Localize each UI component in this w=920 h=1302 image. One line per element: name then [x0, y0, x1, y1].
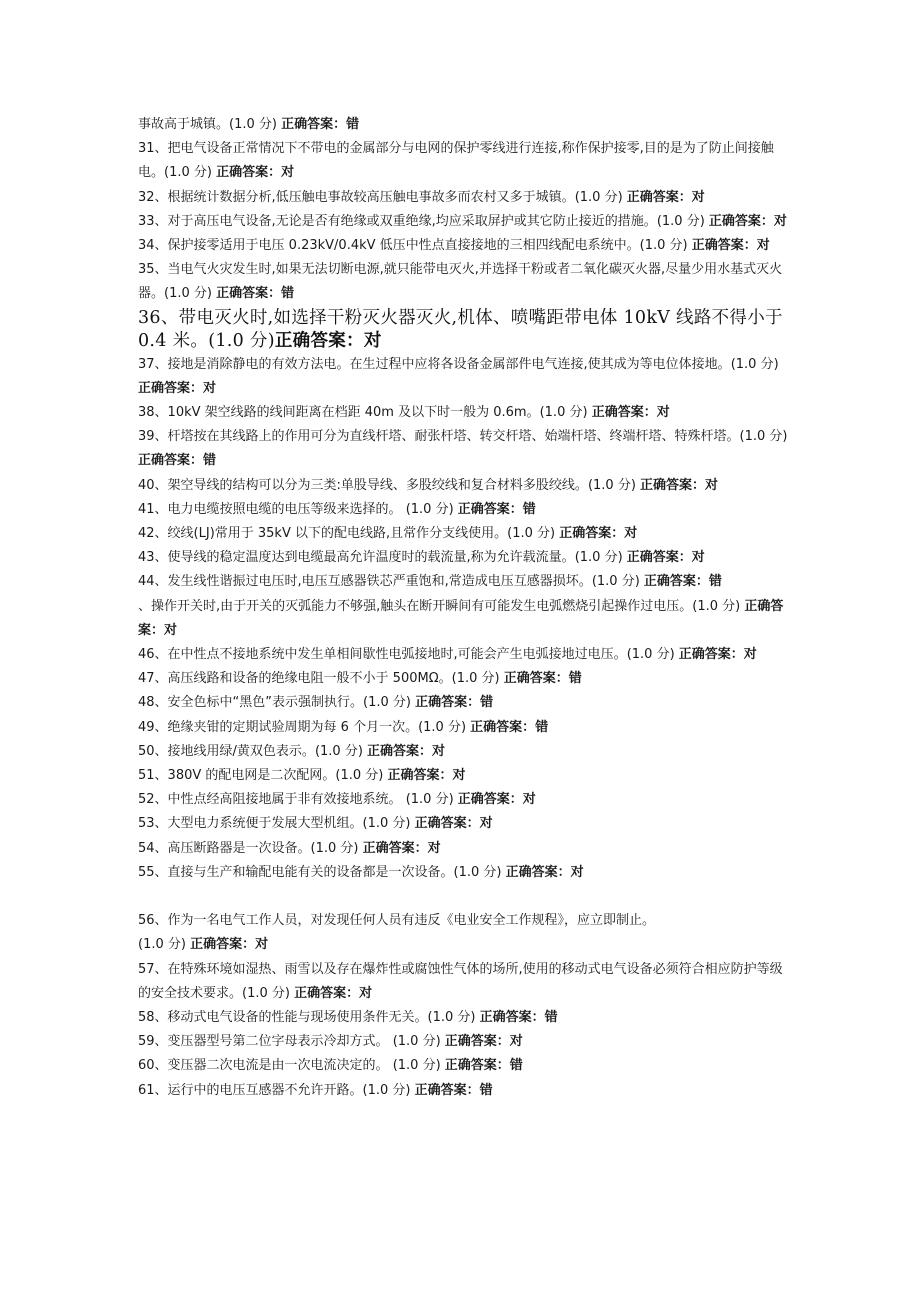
question-item: 60、变压器二次电流是由一次电流决定的。 (1.0 分) 正确答案：错 — [138, 1058, 523, 1074]
question-item: 事故高于城镇。(1.0 分) 正确答案：错 — [138, 117, 360, 132]
question-item: 61、运行中的电压互感器不允许开路。(1.0 分) 正确答案：错 — [138, 1082, 493, 1098]
question-item: 40、架空导线的结构可以分为三类:单股导线、多股绞线和复合材料多股绞线。(1.0 分) 正确答案：对 — [138, 477, 719, 493]
question-item: 43、使导线的稳定温度达到电缆最高允许温度时的载流量,称为允许载流量。(1.0 分) 正确答案：对 — [138, 550, 705, 566]
question-item: 56、作为一名电气工作人员，对发现任何人员有违反《电业安全工作规程》，应立即制止。 (1.0 分) 正确答案：对 — [138, 913, 656, 953]
question-item: 42、绞线(LJ)常用于 35kV 以下的配电线路,且常作分支线使用。(1.0 分) 正确答案：对 — [138, 526, 638, 542]
question-item-large: 36、带电灭火时,如选择干粉灭火器灭火,机体、喷嘴距带电体 10kV 线路不得小于 0.4 米。(1.0 分)正确答案：对 — [138, 307, 783, 351]
question-item: 41、电力电缆按照电缆的电压等级来选择的。 (1.0 分) 正确答案：错 — [138, 501, 536, 517]
question-item: 55、直接与生产和输配电能有关的设备都是一次设备。(1.0 分) 正确答案：对 — [138, 864, 584, 880]
paragraph-gap — [138, 885, 788, 909]
question-item: 53、大型电力系统便于发展大型机组。(1.0 分) 正确答案：对 — [138, 816, 493, 832]
question-item: 57、在特殊环境如湿热、雨雪以及存在爆炸性或腐蚀性气体的场所,使用的移动式电气设备必须符合相应防护等级的安全技术要求。(1.0 分) 正确答案：对 — [138, 961, 783, 1001]
question-item: 51、380V 的配电网是二次配网。(1.0 分) 正确答案：对 — [138, 768, 466, 784]
question-item: 33、对于高压电气设备,无论是否有绝缘或双重绝缘,均应采取屏护或其它防止接近的措施。(1.0 分) 正确答案：对 — [138, 213, 787, 229]
question-item: 54、高压断路器是一次设备。(1.0 分) 正确答案：对 — [138, 840, 441, 856]
question-item: 38、10kV 架空线路的线间距离在档距 40m 及以下时一般为 0.6m。(1.0 分) 正确答案：对 — [138, 405, 670, 421]
question-item: 34、保护接零适用于电压 0.23kV/0.4kV 低压中性点直接接地的三相四线配电系统中。(1.0 分) 正确答案：对 — [138, 238, 770, 254]
question-item: 58、移动式电气设备的性能与现场使用条件无关。(1.0 分) 正确答案：错 — [138, 1009, 558, 1025]
question-item: 44、发生线性谐振过电压时,电压互感器铁芯严重饱和,常造成电压互感器损坏。(1.0 分) 正确答案：错 — [138, 574, 722, 590]
question-item: 39、杆塔按在其线路上的作用可分为直线杆塔、耐张杆塔、转交杆塔、始端杆塔、终端杆塔、特殊杆塔。(1.0 分) 正确答案：错 — [138, 429, 788, 469]
question-item: 、操作开关时,由于开关的灭弧能力不够强,触头在断开瞬间有可能发生电弧燃烧引起操作过电压。(1.0 分) 正确答案：对 — [138, 598, 784, 638]
question-item: 35、当电气火灾发生时,如果无法切断电源,就只能带电灭火,并选择干粉或者二氧化碳灭火器,尽量少用水基式灭火器。(1.0 分) 正确答案：错 — [138, 262, 783, 302]
question-item: 31、把电气设备正常情况下不带电的金属部分与电网的保护零线进行连接,称作保护接零,目的是为了防止间接触电。(1.0 分) 正确答案：对 — [138, 141, 774, 181]
document-body — [138, 113, 788, 1103]
question-item: 52、中性点经高阻接地属于非有效接地系统。 (1.0 分) 正确答案：对 — [138, 792, 536, 808]
question-item: 48、安全色标中“黑色”表示强制执行。(1.0 分) 正确答案：错 — [138, 695, 494, 711]
question-item: 32、根据统计数据分析,低压触电事故较高压触电事故多而农村又多于城镇。(1.0 分) 正确答案：对 — [138, 189, 705, 205]
question-item: 37、接地是消除静电的有效方法电。在生过程中应将各设备金属部件电气连接,使其成为等电位体接地。(1.0 分) 正确答案：对 — [138, 356, 779, 396]
question-item: 47、高压线路和设备的绝缘电阻一般不小于 500MΩ。(1.0 分) 正确答案：错 — [138, 671, 582, 687]
question-item: 59、变压器型号第二位字母表示冷却方式。 (1.0 分) 正确答案：对 — [138, 1034, 523, 1050]
question-item: 46、在中性点不接地系统中发生单相间歇性电弧接地时,可能会产生电弧接地过电压。(1.0 分) 正确答案：对 — [138, 647, 757, 663]
question-item: 49、绝缘夹钳的定期试验周期为每 6 个月一次。(1.0 分) 正确答案：错 — [138, 719, 549, 735]
question-item: 50、接地线用绿/黄双色表示。(1.0 分) 正确答案：对 — [138, 743, 446, 759]
